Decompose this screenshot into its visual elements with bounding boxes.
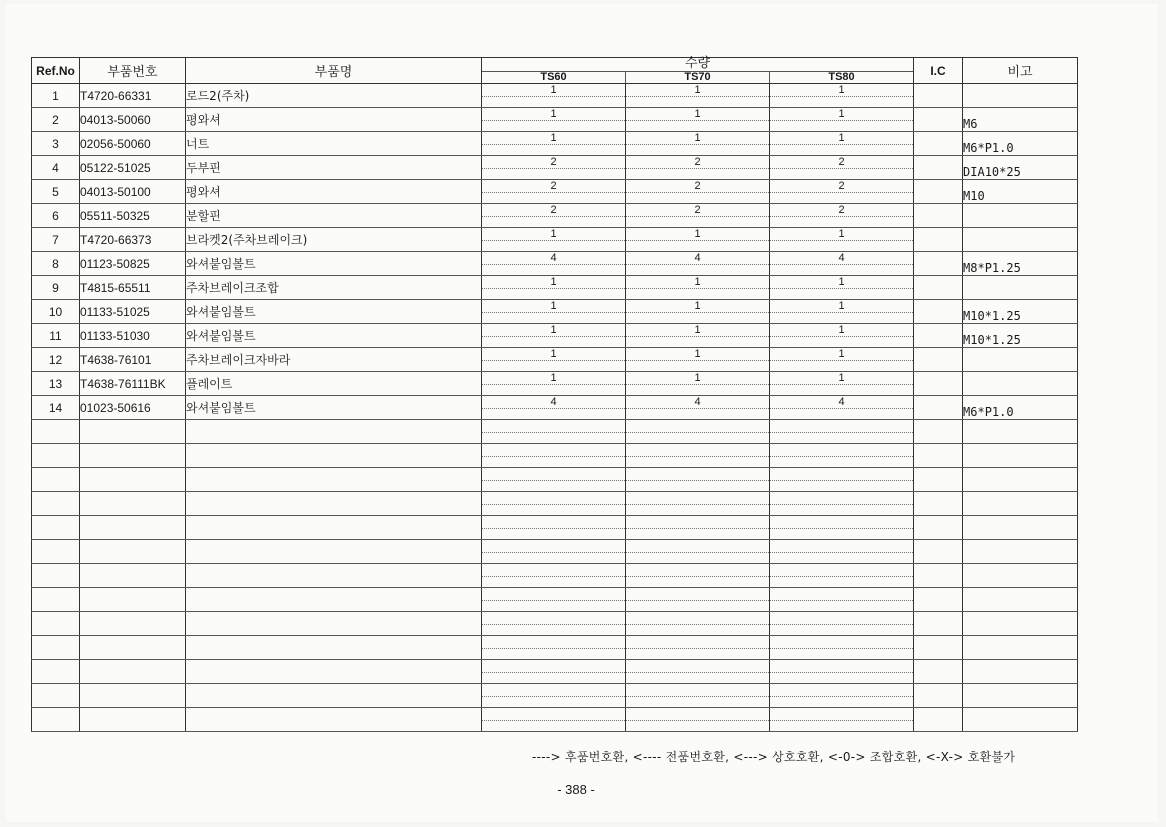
cell-note [963, 204, 1078, 228]
cell-note [963, 516, 1078, 540]
cell-ref-no [32, 420, 80, 444]
cell-quantity [626, 372, 770, 396]
cell-quantity [482, 300, 626, 324]
quantity-value: 1 [550, 108, 557, 120]
cell-quantity [482, 84, 626, 108]
cell-quantity [482, 252, 626, 276]
cell-quantity [482, 276, 626, 300]
cell-ic [914, 588, 963, 612]
table-row [32, 372, 1078, 396]
cell-quantity [770, 684, 914, 708]
cell-quantity [482, 204, 626, 228]
quantity-value: 2 [694, 204, 701, 216]
cell-ic [914, 564, 963, 588]
cell-quantity [482, 372, 626, 396]
cell-quantity [482, 108, 626, 132]
cell-part-name: 두부핀 [186, 156, 482, 180]
cell-quantity [626, 228, 770, 252]
quantity-value: 2 [550, 204, 557, 216]
header-model-ts80: TS80 [769, 72, 913, 83]
cell-quantity [770, 468, 914, 492]
cell-ic [914, 276, 963, 300]
cell-quantity [626, 684, 770, 708]
cell-part-name: 평와셔 [186, 180, 482, 204]
cell-quantity [626, 156, 770, 180]
cell-ref-no: 14 [32, 396, 80, 420]
blank-row [32, 660, 1078, 684]
header-quantity [482, 58, 914, 84]
blank-row [32, 708, 1078, 732]
cell-quantity [482, 132, 626, 156]
cell-part-number [80, 660, 186, 684]
cell-part-number: 02056-50060 [80, 132, 186, 156]
blank-row [32, 684, 1078, 708]
cell-ic [914, 468, 963, 492]
cell-quantity [770, 612, 914, 636]
cell-quantity [770, 636, 914, 660]
cell-quantity [770, 300, 914, 324]
cell-quantity [482, 564, 626, 588]
cell-ic [914, 636, 963, 660]
cell-quantity [770, 228, 914, 252]
cell-ref-no: 7 [32, 228, 80, 252]
cell-part-name [186, 660, 482, 684]
quantity-value: 1 [550, 372, 557, 384]
cell-quantity [482, 348, 626, 372]
cell-note [963, 684, 1078, 708]
cell-ref-no: 10 [32, 300, 80, 324]
quantity-value: 1 [694, 108, 701, 120]
cell-ref-no [32, 684, 80, 708]
cell-ic [914, 444, 963, 468]
cell-ic [914, 180, 963, 204]
cell-ic [914, 492, 963, 516]
table-row [32, 324, 1078, 348]
cell-quantity [770, 492, 914, 516]
cell-quantity [626, 492, 770, 516]
table-row [32, 396, 1078, 420]
cell-ic [914, 156, 963, 180]
cell-ref-no: 13 [32, 372, 80, 396]
cell-note: M6*P1.0 [963, 132, 1078, 156]
cell-note: M6*P1.0 [963, 396, 1078, 420]
cell-quantity [482, 396, 626, 420]
blank-row [32, 612, 1078, 636]
table-row [32, 228, 1078, 252]
table-row [32, 276, 1078, 300]
cell-ic [914, 396, 963, 420]
quantity-value: 1 [550, 276, 557, 288]
cell-quantity [770, 180, 914, 204]
cell-ic [914, 516, 963, 540]
table-row [32, 132, 1078, 156]
cell-ic [914, 132, 963, 156]
cell-quantity [770, 156, 914, 180]
cell-part-number: 05122-51025 [80, 156, 186, 180]
cell-ic [914, 324, 963, 348]
cell-quantity [482, 444, 626, 468]
table-row [32, 84, 1078, 108]
cell-ref-no [32, 540, 80, 564]
cell-ref-no: 1 [32, 84, 80, 108]
cell-note [963, 228, 1078, 252]
cell-note: M6 [963, 108, 1078, 132]
cell-ref-no: 12 [32, 348, 80, 372]
quantity-value: 1 [550, 84, 557, 96]
cell-ref-no: 5 [32, 180, 80, 204]
cell-ic [914, 252, 963, 276]
cell-part-name: 너트 [186, 132, 482, 156]
table-row [32, 204, 1078, 228]
cell-quantity [770, 204, 914, 228]
cell-ref-no: 2 [32, 108, 80, 132]
quantity-value: 1 [694, 324, 701, 336]
cell-quantity [626, 84, 770, 108]
cell-quantity [626, 516, 770, 540]
quantity-value: 1 [838, 372, 845, 384]
cell-note [963, 636, 1078, 660]
cell-ref-no [32, 492, 80, 516]
quantity-value: 4 [694, 396, 701, 408]
cell-note [963, 612, 1078, 636]
cell-ic [914, 372, 963, 396]
page-number: - 388 - [557, 782, 595, 797]
table-header-row [32, 58, 1078, 84]
cell-quantity [482, 660, 626, 684]
cell-part-number [80, 564, 186, 588]
cell-part-name: 와셔붙임볼트 [186, 396, 482, 420]
cell-quantity [770, 564, 914, 588]
quantity-value: 1 [838, 276, 845, 288]
quantity-value: 1 [838, 84, 845, 96]
table-row [32, 348, 1078, 372]
header-model-ts60: TS60 [540, 71, 567, 83]
quantity-value: 4 [550, 252, 557, 264]
cell-note [963, 444, 1078, 468]
quantity-value: 2 [694, 156, 701, 168]
cell-part-number: 04013-50100 [80, 180, 186, 204]
cell-part-name: 와셔붙임볼트 [186, 300, 482, 324]
cell-part-number [80, 684, 186, 708]
cell-note: M10*1.25 [963, 300, 1078, 324]
cell-quantity [626, 420, 770, 444]
cell-quantity [626, 660, 770, 684]
cell-ic [914, 228, 963, 252]
cell-part-name: 플레이트 [186, 372, 482, 396]
quantity-value: 4 [694, 252, 701, 264]
cell-note [963, 708, 1078, 732]
cell-quantity [770, 660, 914, 684]
cell-ref-no [32, 468, 80, 492]
cell-ref-no [32, 564, 80, 588]
cell-part-name: 로드2(주차) [186, 84, 482, 108]
cell-ref-no [32, 516, 80, 540]
blank-row [32, 444, 1078, 468]
cell-ic [914, 420, 963, 444]
blank-row [32, 540, 1078, 564]
blank-row [32, 516, 1078, 540]
cell-quantity [770, 348, 914, 372]
cell-quantity [626, 540, 770, 564]
blank-row [32, 588, 1078, 612]
cell-part-name: 분할핀 [186, 204, 482, 228]
cell-ic [914, 708, 963, 732]
cell-part-name [186, 708, 482, 732]
cell-quantity [770, 540, 914, 564]
quantity-value: 2 [838, 180, 845, 192]
cell-quantity [482, 684, 626, 708]
header-ic: I.C [914, 58, 963, 84]
cell-quantity [482, 420, 626, 444]
cell-part-number: 01123-50825 [80, 252, 186, 276]
cell-quantity [770, 324, 914, 348]
cell-part-number [80, 588, 186, 612]
cell-ref-no [32, 612, 80, 636]
cell-part-number [80, 612, 186, 636]
cell-note: M10 [963, 180, 1078, 204]
cell-note [963, 276, 1078, 300]
cell-quantity [626, 348, 770, 372]
cell-part-number [80, 636, 186, 660]
cell-quantity [482, 492, 626, 516]
cell-quantity [626, 300, 770, 324]
cell-part-name: 브라켓2(주차브레이크) [186, 228, 482, 252]
cell-quantity [770, 372, 914, 396]
cell-quantity [626, 588, 770, 612]
cell-part-name [186, 612, 482, 636]
cell-quantity [626, 276, 770, 300]
cell-quantity [626, 708, 770, 732]
cell-quantity [626, 252, 770, 276]
cell-quantity [770, 252, 914, 276]
quantity-value: 2 [550, 156, 557, 168]
cell-ic [914, 660, 963, 684]
cell-quantity [482, 228, 626, 252]
cell-quantity [770, 396, 914, 420]
quantity-value: 1 [694, 372, 701, 384]
cell-quantity [482, 468, 626, 492]
cell-part-number [80, 540, 186, 564]
cell-note [963, 84, 1078, 108]
cell-note [963, 468, 1078, 492]
cell-ref-no: 4 [32, 156, 80, 180]
cell-part-number: 04013-50060 [80, 108, 186, 132]
quantity-value: 2 [838, 156, 845, 168]
cell-quantity [482, 636, 626, 660]
cell-part-number: 01133-51025 [80, 300, 186, 324]
cell-part-name [186, 444, 482, 468]
cell-note [963, 372, 1078, 396]
quantity-value: 1 [838, 132, 845, 144]
quantity-value: 1 [838, 324, 845, 336]
cell-ref-no [32, 588, 80, 612]
cell-ref-no: 6 [32, 204, 80, 228]
cell-quantity [482, 156, 626, 180]
cell-quantity [770, 108, 914, 132]
cell-part-number [80, 468, 186, 492]
cell-quantity [770, 444, 914, 468]
cell-quantity [626, 564, 770, 588]
cell-quantity [626, 180, 770, 204]
blank-row [32, 420, 1078, 444]
cell-note [963, 588, 1078, 612]
cell-part-name: 평와셔 [186, 108, 482, 132]
quantity-value: 1 [550, 300, 557, 312]
header-quantity-label: 수량 [684, 56, 711, 71]
cell-quantity [770, 132, 914, 156]
cell-part-name [186, 636, 482, 660]
cell-part-number: T4815-65511 [80, 276, 186, 300]
table-row [32, 252, 1078, 276]
cell-ic [914, 300, 963, 324]
quantity-value: 2 [550, 180, 557, 192]
cell-quantity [482, 588, 626, 612]
cell-part-number [80, 492, 186, 516]
cell-quantity [626, 444, 770, 468]
quantity-value: 4 [838, 396, 845, 408]
cell-quantity [770, 84, 914, 108]
cell-ic [914, 540, 963, 564]
cell-part-name: 와셔붙임볼트 [186, 252, 482, 276]
blank-row [32, 564, 1078, 588]
cell-ic [914, 348, 963, 372]
quantity-value: 1 [838, 348, 845, 360]
cell-quantity [482, 708, 626, 732]
cell-note: DIA10*25 [963, 156, 1078, 180]
quantity-value: 4 [838, 252, 845, 264]
quantity-value: 1 [694, 276, 701, 288]
cell-part-number [80, 444, 186, 468]
cell-ref-no: 8 [32, 252, 80, 276]
cell-ref-no [32, 708, 80, 732]
cell-part-number: T4638-76111BK [80, 372, 186, 396]
cell-quantity [626, 108, 770, 132]
cell-ic [914, 684, 963, 708]
table-row [32, 156, 1078, 180]
quantity-value: 2 [694, 180, 701, 192]
cell-ref-no [32, 636, 80, 660]
cell-quantity [770, 516, 914, 540]
cell-part-name: 주차브레이크자바라 [186, 348, 482, 372]
cell-quantity [770, 708, 914, 732]
cell-quantity [770, 420, 914, 444]
cell-part-number [80, 516, 186, 540]
table-row [32, 108, 1078, 132]
cell-quantity [482, 180, 626, 204]
cell-part-number [80, 420, 186, 444]
quantity-value: 2 [838, 204, 845, 216]
cell-quantity [626, 612, 770, 636]
cell-ref-no [32, 660, 80, 684]
blank-row [32, 636, 1078, 660]
cell-note [963, 564, 1078, 588]
cell-part-name [186, 564, 482, 588]
parts-table [31, 57, 1078, 732]
cell-quantity [626, 132, 770, 156]
quantity-value: 1 [694, 132, 701, 144]
cell-quantity [626, 324, 770, 348]
cell-part-number: 01133-51030 [80, 324, 186, 348]
cell-quantity [626, 636, 770, 660]
cell-note [963, 492, 1078, 516]
table-row [32, 300, 1078, 324]
cell-note: M8*P1.25 [963, 252, 1078, 276]
cell-ref-no: 11 [32, 324, 80, 348]
cell-note: M10*1.25 [963, 324, 1078, 348]
table-row [32, 180, 1078, 204]
cell-ref-no [32, 444, 80, 468]
cell-part-name [186, 684, 482, 708]
cell-part-number: 05511-50325 [80, 204, 186, 228]
cell-note [963, 420, 1078, 444]
quantity-value: 1 [694, 300, 701, 312]
cell-part-name [186, 540, 482, 564]
cell-part-name [186, 588, 482, 612]
cell-note [963, 660, 1078, 684]
cell-note [963, 540, 1078, 564]
quantity-value: 4 [550, 396, 557, 408]
cell-ref-no: 9 [32, 276, 80, 300]
cell-quantity [626, 204, 770, 228]
cell-ic [914, 108, 963, 132]
blank-row [32, 492, 1078, 516]
cell-ic [914, 204, 963, 228]
cell-quantity [482, 516, 626, 540]
cell-part-name [186, 516, 482, 540]
quantity-value: 1 [694, 84, 701, 96]
cell-quantity [482, 324, 626, 348]
cell-quantity [626, 468, 770, 492]
cell-quantity [482, 540, 626, 564]
cell-ic [914, 84, 963, 108]
header-part-number: 부품번호 [80, 58, 186, 84]
cell-part-name: 주차브레이크조합 [186, 276, 482, 300]
cell-ic [914, 612, 963, 636]
quantity-value: 1 [838, 300, 845, 312]
header-note: 비고 [963, 58, 1078, 84]
quantity-value: 1 [550, 228, 557, 240]
cell-quantity [482, 612, 626, 636]
quantity-value: 1 [550, 324, 557, 336]
quantity-value: 1 [838, 228, 845, 240]
cell-part-name [186, 420, 482, 444]
cell-ref-no: 3 [32, 132, 80, 156]
quantity-value: 1 [550, 348, 557, 360]
cell-part-name [186, 492, 482, 516]
cell-note [963, 348, 1078, 372]
cell-part-number [80, 708, 186, 732]
blank-row [32, 468, 1078, 492]
quantity-value: 1 [694, 228, 701, 240]
quantity-value: 1 [694, 348, 701, 360]
cell-part-number: T4638-76101 [80, 348, 186, 372]
header-part-name: 부품명 [186, 58, 482, 84]
header-ref: Ref.No [32, 58, 80, 84]
quantity-value: 1 [550, 132, 557, 144]
cell-part-name: 와셔붙임볼트 [186, 324, 482, 348]
header-model-ts70: TS70 [625, 72, 769, 83]
cell-part-name [186, 468, 482, 492]
cell-quantity [770, 276, 914, 300]
quantity-value: 1 [838, 108, 845, 120]
cell-part-number: T4720-66331 [80, 84, 186, 108]
cell-part-number: T4720-66373 [80, 228, 186, 252]
interchange-legend: ----> 후품번호환, <---- 전품번호환, <---> 상호호환, <-0-> 조합호환, <-X-> 호환불가 [532, 750, 1016, 764]
cell-quantity [626, 396, 770, 420]
cell-quantity [770, 588, 914, 612]
cell-part-number: 01023-50616 [80, 396, 186, 420]
